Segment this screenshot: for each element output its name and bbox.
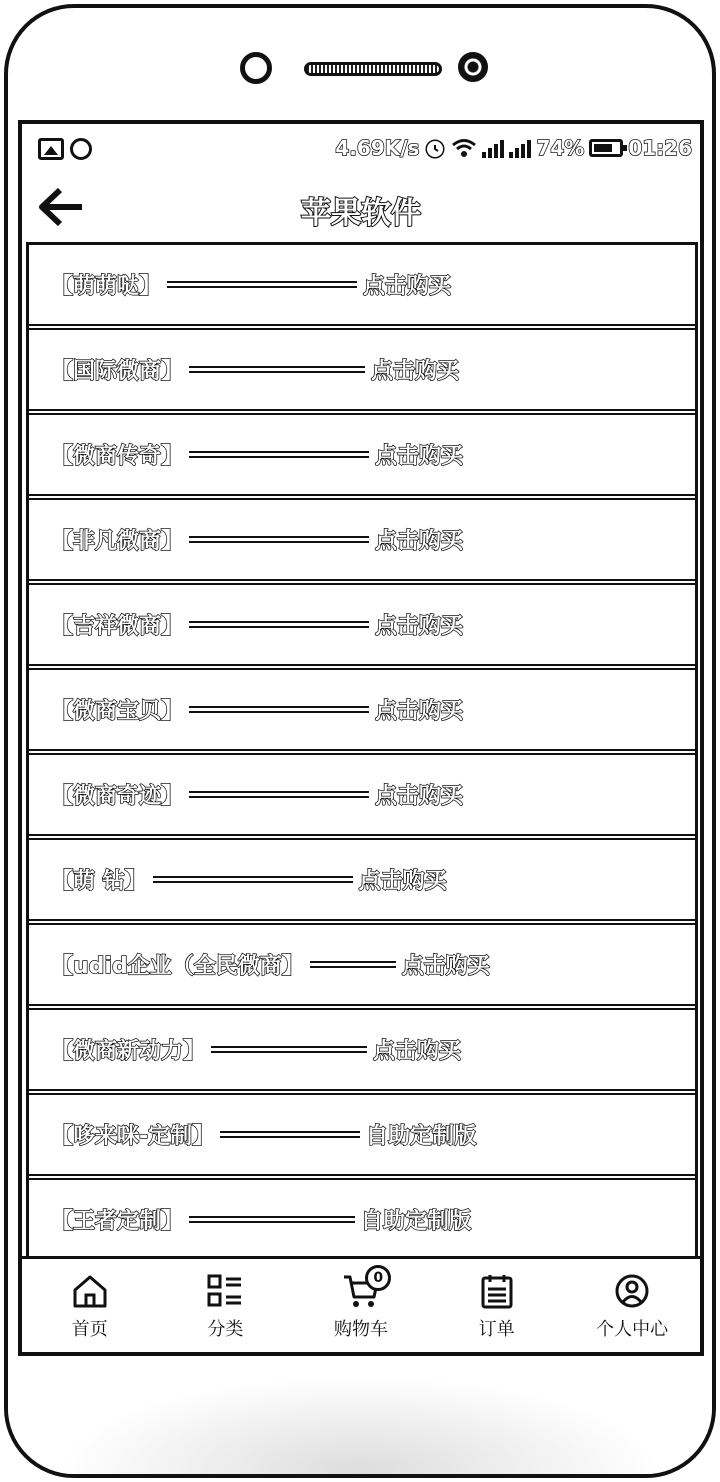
item-label: 【国际微商】: [51, 359, 184, 384]
list-item[interactable]: [29, 670, 695, 755]
list-item[interactable]: [29, 1180, 695, 1260]
item-action[interactable]: 点击购买: [363, 274, 452, 299]
item-label: 【微商新动力】: [51, 1039, 206, 1064]
phone-top-bezel: [8, 8, 712, 116]
clock: 01:26: [628, 136, 692, 160]
app-notification-icon: [70, 138, 92, 160]
item-action[interactable]: 点击购买: [375, 784, 464, 809]
item-action[interactable]: 点击购买: [375, 444, 464, 469]
phone-chin: [8, 1360, 712, 1478]
item-action[interactable]: 自助定制版: [366, 1124, 477, 1149]
item-action[interactable]: 点击购买: [375, 614, 464, 639]
home-icon: [71, 1273, 109, 1309]
page-title: 苹果软件: [301, 196, 421, 231]
battery-icon: [589, 139, 623, 157]
dash-line: [189, 366, 365, 373]
nav-cart[interactable]: [293, 1259, 429, 1352]
item-label: 【udid企业（全民微商】: [51, 954, 304, 979]
dash-line: [310, 961, 396, 968]
item-label: 【萌 钻】: [51, 869, 147, 894]
nav-category[interactable]: [158, 1259, 294, 1352]
item-action[interactable]: 点击购买: [371, 359, 460, 384]
signal-2-icon: [509, 138, 531, 158]
status-bar: [22, 124, 700, 174]
list-item[interactable]: [29, 840, 695, 925]
dash-line: [211, 1046, 367, 1053]
front-camera: [458, 52, 488, 82]
bottom-nav: [22, 1256, 700, 1352]
network-speed: 4.69K/s: [335, 136, 420, 160]
earpiece-speaker: [304, 62, 442, 76]
item-label: 【王者定制】: [51, 1209, 184, 1234]
item-action[interactable]: 点击购买: [375, 699, 464, 724]
front-sensor: [240, 52, 272, 84]
list-item[interactable]: [29, 585, 695, 670]
screen: [18, 120, 704, 1356]
nav-orders-label: 订单: [478, 1319, 515, 1340]
dash-line: [153, 876, 353, 883]
dash-line: [189, 791, 369, 798]
signal-1-icon: [482, 138, 504, 158]
list-item[interactable]: [29, 415, 695, 500]
list-item[interactable]: [29, 245, 695, 330]
list-item[interactable]: [29, 925, 695, 1010]
alarm-icon: [424, 137, 446, 159]
nav-category-label: 分类: [207, 1319, 244, 1340]
dash-line: [189, 536, 369, 543]
dash-line: [167, 281, 357, 288]
nav-cart-label: 购物车: [333, 1319, 388, 1340]
dash-line: [189, 621, 369, 628]
dash-line: [189, 706, 369, 713]
nav-profile[interactable]: [564, 1259, 700, 1352]
nav-home-label: 首页: [71, 1319, 108, 1340]
item-label: 【非凡微商】: [51, 529, 184, 554]
item-action[interactable]: 自助定制版: [361, 1209, 472, 1234]
item-action[interactable]: 点击购买: [373, 1039, 462, 1064]
phone-frame: [4, 4, 716, 1478]
orders-icon: [478, 1273, 516, 1309]
nav-profile-label: 个人中心: [596, 1319, 669, 1340]
header: [22, 174, 700, 242]
cart-badge: 0: [365, 1265, 391, 1291]
image-notification-icon: [38, 138, 64, 160]
dash-line: [220, 1131, 360, 1138]
dash-line: [189, 1216, 355, 1223]
profile-icon: [613, 1273, 651, 1309]
item-action[interactable]: 点击购买: [375, 529, 464, 554]
category-icon: [206, 1273, 244, 1309]
battery-percent: 74%: [536, 136, 585, 160]
item-label: 【微商传奇】: [51, 444, 184, 469]
item-label: 【萌萌哒】: [51, 274, 162, 299]
list-item[interactable]: [29, 1095, 695, 1180]
item-action[interactable]: 点击购买: [358, 869, 447, 894]
item-label: 【微商宝贝】: [51, 699, 184, 724]
list-item[interactable]: [29, 500, 695, 585]
nav-home[interactable]: [22, 1259, 158, 1352]
dash-line: [189, 451, 369, 458]
item-action[interactable]: 点击购买: [401, 954, 490, 979]
item-label: 【哆来咪-定制】: [51, 1124, 215, 1149]
list-item[interactable]: [29, 1010, 695, 1095]
item-label: 【微商奇迹】: [51, 784, 184, 809]
list-item[interactable]: [29, 330, 695, 415]
wifi-icon: [451, 138, 477, 158]
nav-orders[interactable]: [429, 1259, 565, 1352]
list-item[interactable]: [29, 755, 695, 840]
item-label: 【吉祥微商】: [51, 614, 184, 639]
product-list: [26, 242, 698, 1260]
